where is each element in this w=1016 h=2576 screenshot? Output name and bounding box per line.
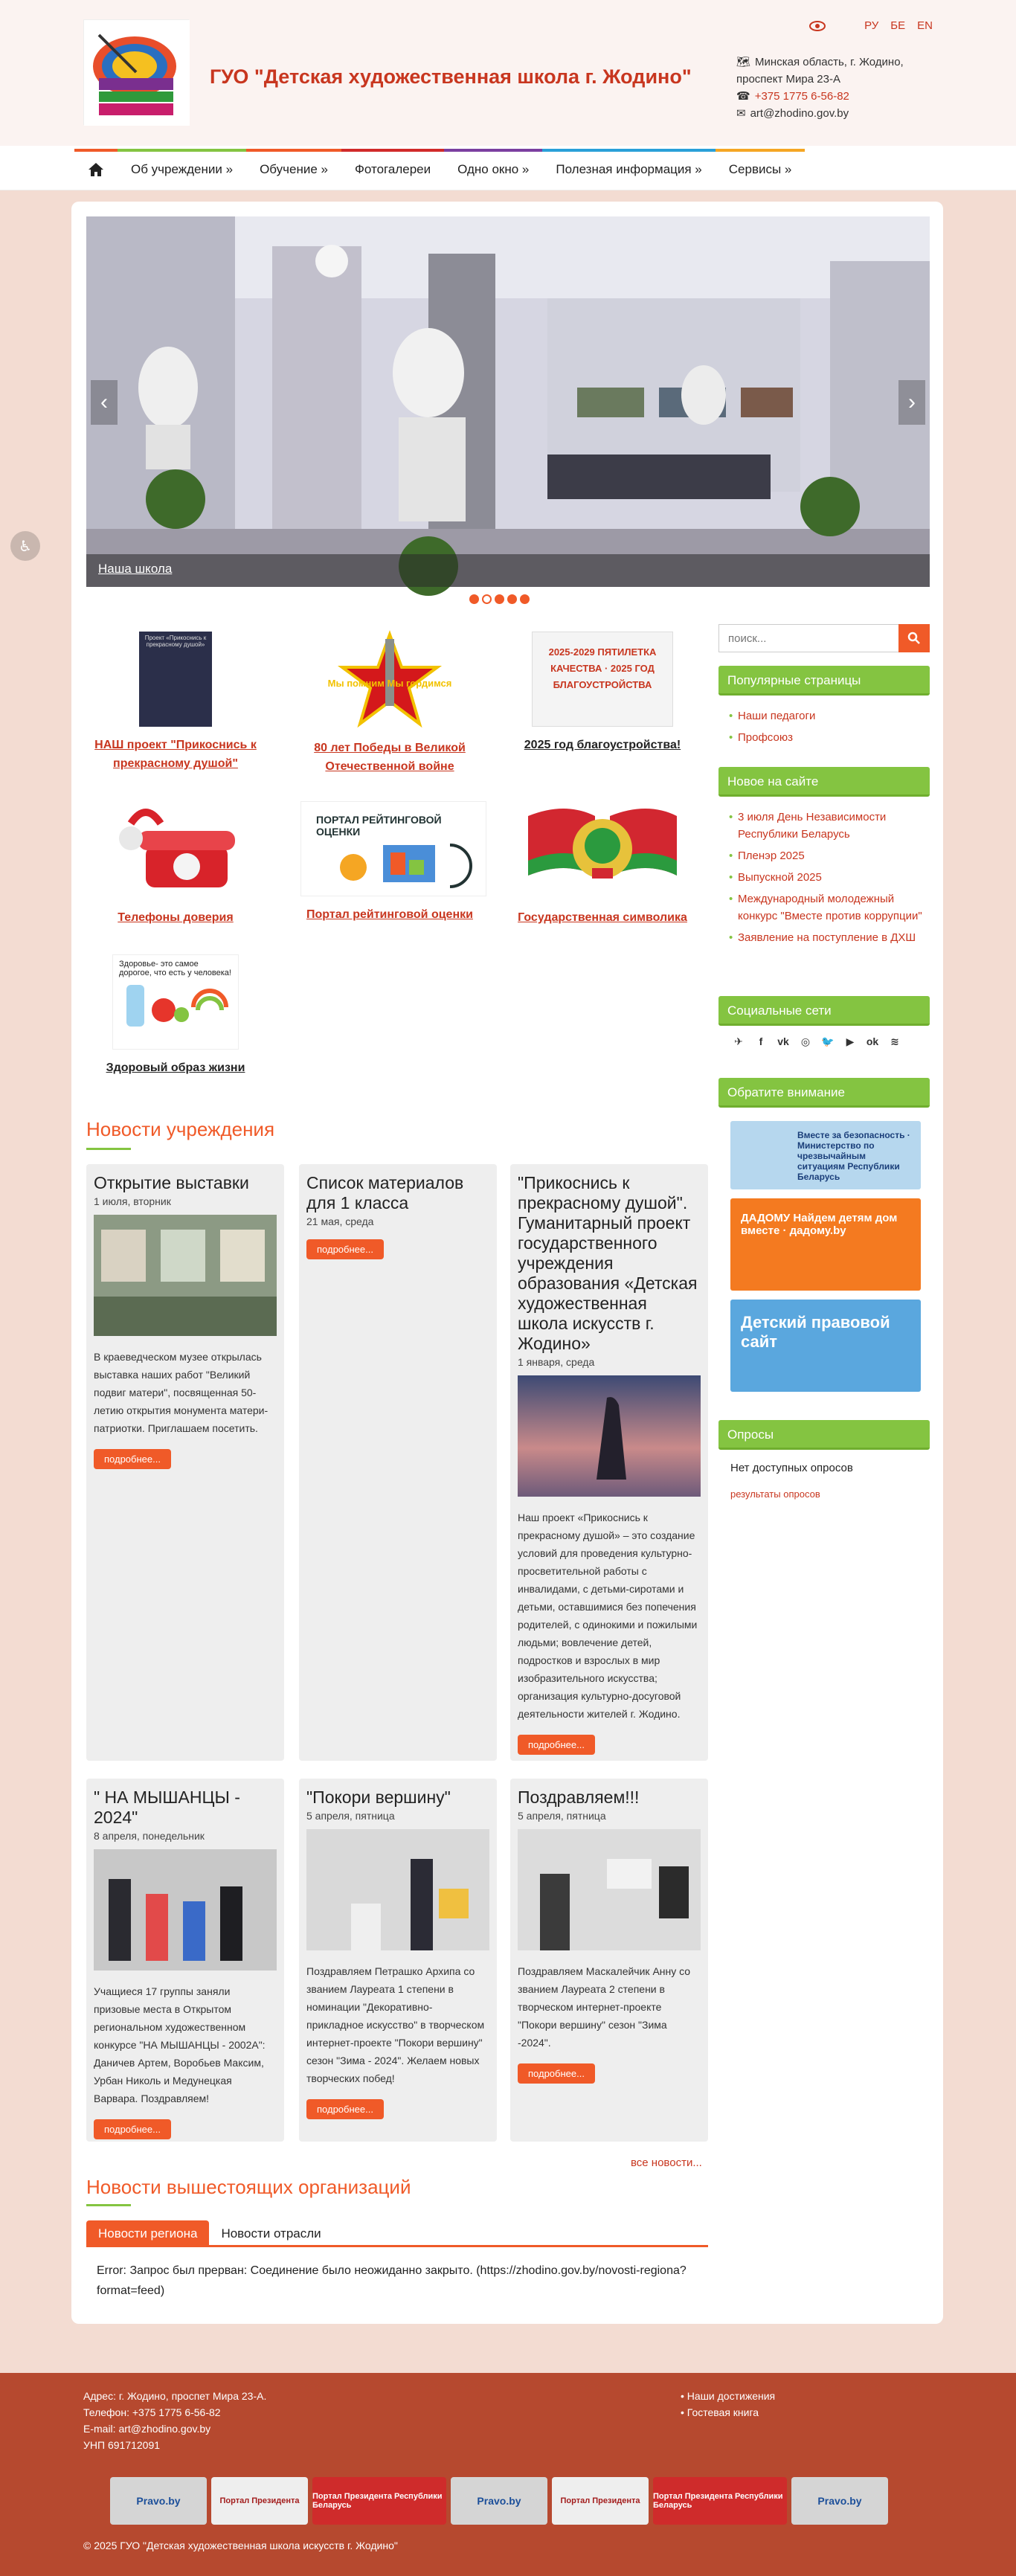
higher-news-title: Новости вышестоящих организаций: [86, 2176, 411, 2198]
slider-dot-2[interactable]: [482, 594, 492, 604]
social-heading: Социальные сети: [718, 996, 930, 1026]
pravo-banner[interactable]: Pravo.by: [110, 2477, 207, 2525]
healthy-life-image: Здоровье- это самое дорогое, что есть у человека!: [112, 954, 239, 1050]
tile-project[interactable]: [86, 632, 265, 773]
social-links: [732, 1035, 901, 1048]
slider-dot-5[interactable]: [520, 594, 530, 604]
search-form: [718, 624, 930, 652]
tile-rating-portal[interactable]: [300, 801, 479, 924]
news-title-underline: [86, 1148, 131, 1150]
news-card: [86, 1164, 284, 1761]
tile-label[interactable]: 80 лет Победы в Великой Отечественной войне: [314, 742, 466, 773]
youtube-icon[interactable]: ▶: [846, 1035, 855, 1047]
tile-victory[interactable]: [300, 632, 479, 776]
lang-be[interactable]: БЕ: [890, 19, 906, 32]
nav-useful-info[interactable]: Полезная информация »: [542, 149, 715, 190]
slider-next-arrow[interactable]: ›: [898, 380, 925, 425]
tile-label[interactable]: Телефоны доверия: [118, 911, 234, 924]
poll-results-link[interactable]: результаты опросов: [730, 1488, 820, 1500]
news-card-title[interactable]: " НА МЫШАНЦЫ - 2024": [94, 1788, 240, 1827]
new-on-site-heading: Новое на сайте: [718, 767, 930, 797]
slide-image: [86, 216, 930, 587]
footer-banner-carousel: [110, 2477, 909, 2528]
news-card-date: 1 января, среда: [518, 1356, 595, 1368]
news-card-title[interactable]: "Покори вершину": [306, 1788, 451, 1807]
news-card-date: 5 апреля, пятница: [518, 1810, 606, 1822]
tab-region-news[interactable]: Новости региона: [86, 2220, 209, 2245]
slider-dot-4[interactable]: [507, 594, 517, 604]
all-news-link[interactable]: все новости...: [631, 2156, 702, 2169]
news-card-title[interactable]: Список материалов для 1 класса: [306, 1173, 464, 1212]
tile-label[interactable]: Здоровый образ жизни: [106, 1061, 245, 1074]
footer-links: [681, 2388, 775, 2421]
tile-label[interactable]: НАШ проект "Прикоснись к прекрасному душой": [94, 739, 257, 770]
news-card-date: 21 мая, среда: [306, 1215, 374, 1227]
nav-education[interactable]: Обучение »: [246, 149, 341, 190]
news-card: [86, 1779, 284, 2142]
higher-news-tabs: [86, 2220, 708, 2247]
news-card: [510, 1779, 708, 2142]
news-card-image[interactable]: [94, 1849, 277, 1970]
contacts-block: [736, 54, 904, 122]
home-icon: [88, 162, 104, 177]
attention-heading: Обратите внимание: [718, 1078, 930, 1108]
list-item[interactable]: • 3 июля День Независимости Республики Беларусь: [729, 809, 928, 843]
twitter-icon[interactable]: 🐦: [821, 1035, 835, 1047]
search-button[interactable]: [898, 624, 930, 652]
nav-services[interactable]: Сервисы »: [716, 149, 806, 190]
read-more-button[interactable]: подробнее...: [306, 1239, 384, 1259]
pravo-banner[interactable]: Pravo.by: [451, 2477, 547, 2525]
polls-heading: Опросы: [718, 1420, 930, 1450]
phone-link[interactable]: +375 1775 6-56-82: [754, 90, 849, 103]
address-line1: Минская область, г. Жодино,: [755, 56, 904, 68]
read-more-button[interactable]: подробнее...: [518, 1735, 595, 1755]
news-card: [510, 1164, 708, 1761]
read-more-button[interactable]: подробнее...: [94, 1449, 171, 1469]
site-title[interactable]: ГУО "Детская художественная школа г. Жодино": [210, 65, 692, 88]
news-card-title[interactable]: Открытие выставки: [94, 1173, 249, 1192]
slider-dot-1[interactable]: [469, 594, 479, 604]
rss-icon[interactable]: ≋: [890, 1035, 899, 1047]
main-nav: [0, 146, 1016, 190]
accessibility-icon[interactable]: ♿: [10, 531, 40, 561]
footer-contacts: Адрес: г. Жодино, проспет Мира 23-А. Телефон: +375 1775 6-56-82 E-mail: art@zhodino.gov.by УНП 691712091: [83, 2390, 267, 2451]
mchs-banner[interactable]: Вместе за безопасность · Министерство по чрезвычайным ситуациям Республики Беларусь: [730, 1121, 921, 1189]
tile-label[interactable]: Портал рейтинговой оценки: [306, 908, 473, 921]
vk-icon[interactable]: vk: [777, 1035, 789, 1047]
copyright: © 2025 ГУО "Детская художественная школа искусств г. Жодино": [83, 2540, 398, 2551]
tile-state-symbols[interactable]: [513, 801, 692, 927]
news-card-image[interactable]: [518, 1829, 701, 1950]
slider-prev-arrow[interactable]: ‹: [91, 380, 118, 425]
popular-pages-list: [729, 707, 928, 751]
slider-caption[interactable]: Наша школа: [86, 554, 930, 587]
tab-industry-news[interactable]: Новости отрасли: [221, 2226, 321, 2241]
nav-home[interactable]: [74, 149, 118, 190]
list-item[interactable]: • Профсоюз: [729, 729, 928, 746]
search-input[interactable]: [718, 624, 898, 652]
top-bar: [809, 19, 933, 32]
facebook-icon[interactable]: f: [759, 1035, 763, 1047]
tile-label[interactable]: 2025 год благоустройства!: [524, 739, 681, 751]
list-item[interactable]: • Наши педагоги: [729, 707, 928, 725]
slider-dot-3[interactable]: [495, 594, 504, 604]
read-more-button[interactable]: подробнее...: [518, 2063, 595, 2084]
news-card-title[interactable]: "Прикоснись к прекрасному душой". Гуманитарный проект государственного учреждения образования «Детская художественная школа искусств г. Жодино»: [518, 1173, 698, 1353]
news-card-date: 5 апреля, пятница: [306, 1810, 395, 1822]
palette-logo-icon: [84, 20, 190, 126]
legal-site-banner[interactable]: Детский правовой сайт: [730, 1300, 921, 1392]
list-item[interactable]: • Международный молодежный конкурс "Вместе против коррупции": [729, 890, 928, 925]
nav-one-window[interactable]: Одно окно »: [444, 149, 542, 190]
news-card-text: В краеведческом музее открылась выставка наших работ "Великий подвиг матери", посвященная 50-летию открытия монумента матери-патриотки. Приглашаем посетить.: [94, 1351, 269, 1434]
list-item[interactable]: • Гостевая книга: [681, 2404, 775, 2421]
flag-emblem-icon: [521, 801, 684, 896]
site-footer: [0, 2373, 1016, 2576]
telegram-icon[interactable]: ✈: [734, 1035, 743, 1047]
lang-en[interactable]: EN: [917, 19, 933, 32]
mail-icon: ✉: [736, 107, 746, 120]
improvement-year-image: 2025-2029 ПЯТИЛЕТКА КАЧЕСТВА · 2025 ГОД БЛАГОУСТРОЙСТВА: [532, 632, 673, 727]
news-card-text: Поздравляем Маскалейчик Анну со званием Лауреата 2 степени в творческом интернет-проекте "Покори вершину" сезон "Зима -2024".: [518, 1965, 691, 2049]
content-box: [71, 202, 943, 2324]
no-polls-text: Нет доступных опросов: [730, 1462, 853, 1474]
read-more-button[interactable]: подробнее...: [94, 2119, 171, 2139]
email-text: art@zhodino.gov.by: [750, 107, 849, 120]
news-card-text: Учащиеся 17 группы заняли призовые места в Открытом региональном художественном конкурсе "НА МЫШАНЦЫ - 2002А": Даничев Артем, Воробьев Максим, Урбан Николь и Медунецкая Варвара. Поздравляем!: [94, 1985, 266, 2104]
tile-label[interactable]: Государственная символика: [518, 911, 687, 924]
eye-icon[interactable]: [809, 21, 826, 31]
healthy-items-icon: [119, 977, 231, 1030]
address-line2: проспект Мира 23-А: [736, 73, 840, 86]
feed-error-message: Error: Запрос был прерван: Соединение было неожиданно закрыто. (https://zhodino.gov.by/novosti-regiona?format=feed): [97, 2264, 687, 2297]
project-book-image: Проект «Прикоснись к прекрасному душой»: [139, 632, 212, 727]
rating-portal-image: ПОРТАЛ РЕЙТИНГОВОЙ ОЦЕНКИ: [300, 801, 486, 896]
president-portal-banner[interactable]: Портал Президента: [211, 2477, 308, 2525]
news-section-title: Новости учреждения: [86, 1118, 275, 1140]
nav-about[interactable]: Об учреждении »: [118, 149, 246, 190]
site-header: [0, 0, 1016, 146]
list-item[interactable]: • Заявление на поступление в ДХШ: [729, 929, 928, 946]
news-card-text: Поздравляем Петрашко Архипа со званием Лауреата 1 степени в номинации "Декоративно-прикладное искусство" в творческом интернет-проекте "Покори вершину" сезон "Зима - 2024". Желаем новых творческих побед!: [306, 1965, 485, 2084]
news-card-image[interactable]: [518, 1375, 701, 1497]
popular-pages-heading: Популярные страницы: [718, 666, 930, 696]
search-icon: [907, 632, 921, 645]
phone-icon: ☎: [736, 90, 750, 103]
tile-improvement[interactable]: [513, 632, 692, 754]
list-item[interactable]: • Наши достижения: [681, 2388, 775, 2404]
odnoklassniki-icon[interactable]: ok: [866, 1035, 879, 1047]
president-portal-banner[interactable]: Портал Президента Республики Беларусь: [312, 2477, 446, 2525]
president-portal-banner[interactable]: Портал Президента: [552, 2477, 649, 2525]
news-card-image[interactable]: [306, 1829, 489, 1950]
president-portal-banner[interactable]: Портал Президента Республики Беларусь: [653, 2477, 787, 2525]
news-card-date: 8 апреля, понедельник: [94, 1830, 205, 1842]
news-card: [299, 1779, 497, 2142]
news-card: [299, 1164, 497, 1761]
lang-ru[interactable]: РУ: [864, 19, 879, 32]
higher-news-underline: [86, 2204, 131, 2206]
rating-chart-icon: [316, 838, 480, 890]
image-slider[interactable]: [86, 216, 930, 587]
telephone-icon: [109, 801, 242, 896]
pravo-banner[interactable]: Pravo.by: [791, 2477, 888, 2525]
svg-text:Мы помним Мы гордимся: Мы помним Мы гордимся: [327, 678, 452, 689]
school-logo[interactable]: [83, 19, 189, 125]
list-item[interactable]: • Выпускной 2025: [729, 869, 928, 886]
tile-hotline[interactable]: [86, 801, 265, 927]
new-on-site-list: [729, 809, 928, 951]
nav-gallery[interactable]: Фотогалереи: [341, 149, 444, 190]
news-card-text: Наш проект «Прикоснись к прекрасному душой» – это создание условий для проведения культурно-просветительной работы с инвалидами, с детьми-сиротами и детьми, оставшимися без попечения родителей, с одинокими и пожилыми людьми; вовлечение детей, подростков и взрослых в мир изобразительного искусства; организация культурно-досуговой деятельности жителей г. Жодино.: [518, 1512, 698, 1720]
list-item[interactable]: • Пленэр 2025: [729, 847, 928, 864]
news-card-image[interactable]: [94, 1215, 277, 1336]
news-card-date: 1 июля, вторник: [94, 1195, 171, 1207]
victory-star-icon: [327, 632, 452, 727]
news-card-title[interactable]: Поздравляем!!!: [518, 1788, 640, 1807]
map-icon: 🗺: [736, 56, 751, 68]
slider-dots: [469, 594, 530, 604]
instagram-icon[interactable]: ◎: [800, 1035, 811, 1047]
dadomu-banner[interactable]: ДАДОМУ Найдем детям дом вместе · дадому.by: [730, 1198, 921, 1291]
read-more-button[interactable]: подробнее...: [306, 2099, 384, 2119]
tile-healthy-life[interactable]: [86, 954, 265, 1077]
